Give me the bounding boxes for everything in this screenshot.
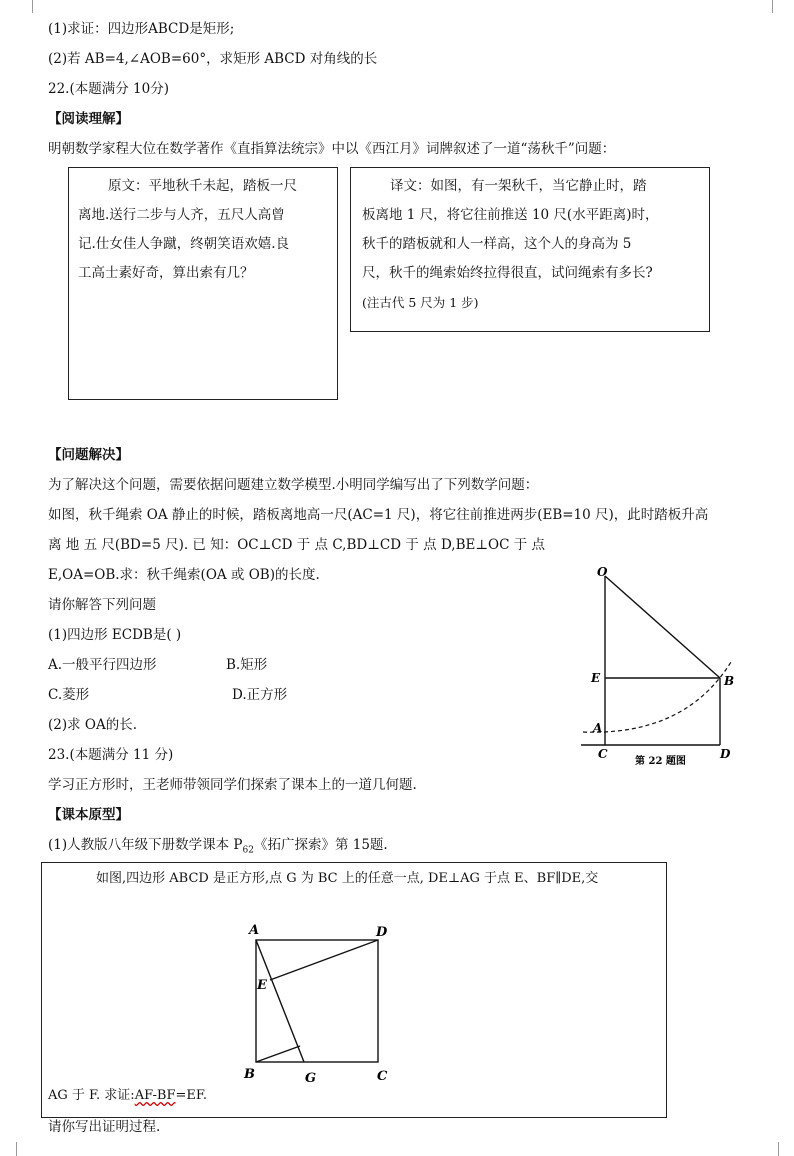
translation-line: 尺，秋千的绳索始终拉得很直，试问绳索有多长? [362,265,653,281]
corner-mark-bottom-right [778,1142,793,1156]
fig23-label-c: C [377,1069,388,1084]
original-line: 原文：平地秋千未起，踏板一尺 [108,178,297,194]
problem-line-1: 如图，秋千绳索 OA 静止的时候，踏板离地高一尺(AC=1 尺)，将它往前推进两步(EB=10 尺)，此时踏板升高 [48,507,709,523]
fig22-label-c: C [598,747,608,761]
swing-figure [575,558,775,773]
sub-question-1: (1)四边形 ECDB是( ) [48,627,182,643]
proof-goal-underlined: AF-BF [134,1088,176,1103]
box-problem-text-2 [48,1087,207,1105]
corner-mark-bottom-left [2,1142,17,1156]
corner-mark-top-right [772,0,787,13]
fig22-caption: 第 22 题图 [635,756,686,767]
fig23-label-a: A [249,923,260,938]
option-b: B.矩形 [226,657,268,673]
original-line: 离地.送行二步与人齐，五尺人高曾 [78,207,285,223]
box-problem-text-1: 如图,四边形 ABCD 是正方形,点 G 为 BC 上的任意一点, DE⊥AG 于点 E、BF∥DE,交 [96,871,599,886]
q22-header: 22.(本题满分 10分) [48,81,169,97]
original-line: 记.仕女佳人争蹴，终朝笑语欢嬉.良 [78,236,290,252]
fig22-label-e: E [591,671,601,685]
sub-question-2: (2)求 OA的长. [48,717,138,733]
prototype-title: 【课本原型】 [48,807,129,823]
textbook-source [48,836,388,860]
source-text-tail: 《拓广探索》第 15题. [253,837,388,853]
fig23-label-g: G [305,1071,317,1086]
proof-goal-suffix: =EF. [175,1088,207,1103]
problem-line-3: E,OA=OB.求：秋千绳索(OA 或 OB)的长度. [48,567,320,583]
fig22-label-a: A [593,721,603,735]
closing-instruction: 请你写出证明过程. [48,1119,161,1135]
solve-title: 【问题解决】 [48,447,129,463]
source-text: (1)人教版八年级下册数学课本 P [48,837,243,853]
source-page: 62 [242,845,254,856]
q22-intro: 明朝数学家程大位在数学著作《直指算法统宗》中以《西江月》词牌叙述了一道“荡秋千”问题： [48,141,616,157]
fig22-label-b: B [724,674,735,688]
q21-part1: (1)求证：四边形ABCD是矩形; [48,21,235,37]
q23-intro: 学习正方形时，王老师带领同学们探索了课本上的一道几何题. [48,777,417,793]
original-text [78,172,336,288]
problem-line-2: 离 地 五 尺(BD=5 尺). 已 知：OC⊥CD 于 点 C,BD⊥CD 于 点 D,BE⊥OC 于 点 [48,537,546,553]
fig22-label-o: O [597,565,608,579]
option-d: D.正方形 [232,687,288,703]
translation-line: 译文：如图，有一架秋千，当它静止时，踏 [390,178,647,194]
option-a: A.一般平行四边形 [48,657,157,673]
solve-intro: 为了解决这个问题，需要依据问题建立数学模型.小明同学编写出了下列数学问题： [48,477,539,493]
option-c: C.菱形 [48,687,90,703]
translation-line: 板离地 1 尺，将它往前推送 10 尺(水平距离)时， [362,207,659,223]
square-figure [238,918,398,1088]
proof-goal-prefix: AG 于 F. 求证: [48,1088,135,1103]
q21-part2: (2)若 AB=4,∠AOB=60°，求矩形 ABCD 对角线的长 [48,51,378,67]
fig23-label-b: B [244,1067,255,1082]
translation-text [362,172,708,317]
fig23-label-d: D [376,925,388,940]
translation-line: (注古代 5 尺为 1 步) [362,295,479,310]
fig22-label-d: D [720,747,731,761]
original-line: 工高士素好奇，算出索有几？ [78,265,254,281]
translation-line: 秋千的踏板就和人一样高，这个人的身高为 5 [362,236,632,252]
fig23-label-e: E [257,978,267,993]
corner-mark-top-left [18,0,33,13]
ask-line: 请你解答下列问题 [48,597,156,613]
q23-header: 23.(本题满分 11 分) [48,747,174,763]
reading-title: 【阅读理解】 [48,111,129,127]
